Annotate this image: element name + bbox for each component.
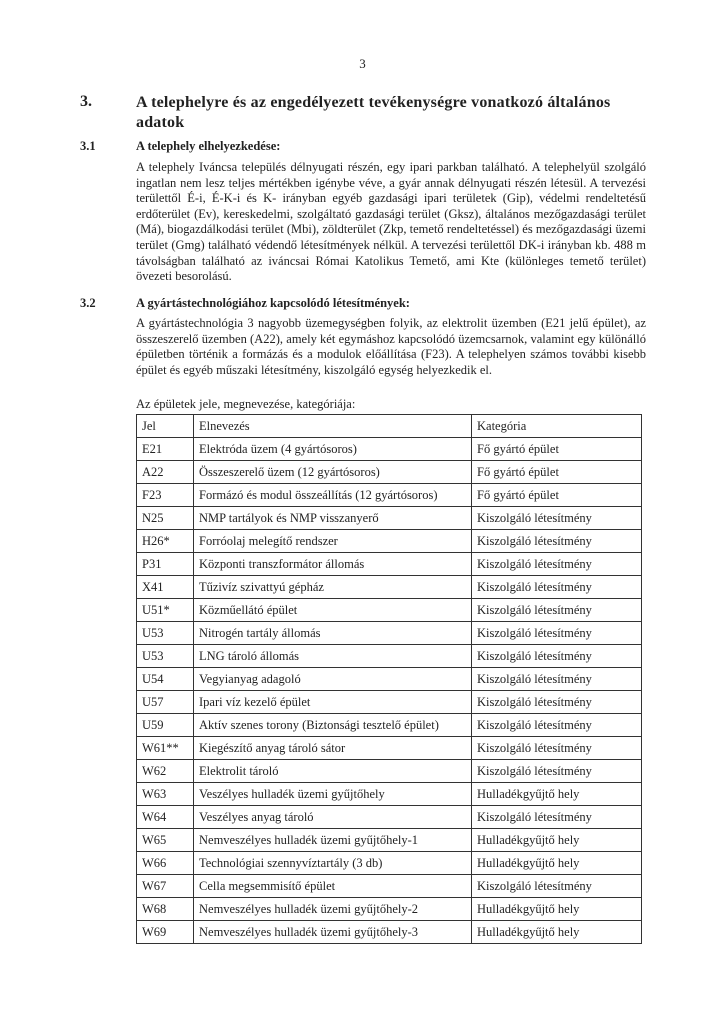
location-paragraph: A telephely Iváncsa település délnyugati részén, egy ipari parkban található. A telephelyül szolgáló ingatlan nem lesz teljes mértékben igénybe véve, a gyár annak délnyugati részén létesül. A tervezési területtől É-i, É-K-i és K- irányban egyéb gazdasági ipari területek (Gip), védelmi rendeltetésű erdőterület (Ev), kereskedelmi, szolgáltató gazdasági terület (Gksz), általános mezőgazdasági terület (Má), biogazdálkodási terület (Mbi), zöldterület (Zkp, temető rendeltetéssel) és mezőgazdasági üzemi terület (Gmg) található védendő létesítmények nélkül. A tervezési területtől DK-i irányban kb. 488 m távolságban található az iváncsai Római Katolikus Temető, ami Kte (különleges temető terület) övezeti besorolású.: [136, 160, 646, 284]
table-header-row: [137, 415, 642, 438]
building-category-cell: Kiszolgáló létesítmény: [472, 737, 642, 760]
building-code-cell: W67: [137, 875, 194, 898]
building-category-cell: Hulladékgyűjtő hely: [472, 783, 642, 806]
building-code-cell: W61**: [137, 737, 194, 760]
table-row: [137, 461, 642, 484]
table-row: [137, 622, 642, 645]
building-category-cell: Hulladékgyűjtő hely: [472, 852, 642, 875]
building-name-cell: Veszélyes hulladék üzemi gyűjtőhely: [194, 783, 472, 806]
building-category-cell: Kiszolgáló létesítmény: [472, 806, 642, 829]
building-code-cell: U57: [137, 691, 194, 714]
building-category-cell: Kiszolgáló létesítmény: [472, 668, 642, 691]
building-code-cell: W64: [137, 806, 194, 829]
building-name-cell: Központi transzformátor állomás: [194, 553, 472, 576]
table-caption: Az épületek jele, megnevezése, kategóriája:: [136, 397, 356, 411]
building-code-cell: E21: [137, 438, 194, 461]
building-category-cell: Kiszolgáló létesítmény: [472, 622, 642, 645]
building-name-cell: Technológiai szennyvíztartály (3 db): [194, 852, 472, 875]
building-code-cell: W62: [137, 760, 194, 783]
building-name-cell: LNG tároló állomás: [194, 645, 472, 668]
building-name-cell: Formázó és modul összeállítás (12 gyártósoros): [194, 484, 472, 507]
table-row: [137, 760, 642, 783]
subsection-number: 3.1: [80, 139, 96, 153]
building-code-cell: P31: [137, 553, 194, 576]
table-row: [137, 898, 642, 921]
building-name-cell: Tűzivíz szivattyú gépház: [194, 576, 472, 599]
building-code-cell: W66: [137, 852, 194, 875]
table-row: [137, 507, 642, 530]
table-row: [137, 668, 642, 691]
building-code-cell: U53: [137, 645, 194, 668]
building-name-cell: Elektróda üzem (4 gyártósoros): [194, 438, 472, 461]
building-code-cell: H26*: [137, 530, 194, 553]
building-category-cell: Fő gyártó épület: [472, 484, 642, 507]
table-row: [137, 553, 642, 576]
building-code-cell: U54: [137, 668, 194, 691]
table-header-cell: Kategória: [472, 415, 642, 438]
table-row: [137, 691, 642, 714]
building-category-cell: Fő gyártó épület: [472, 438, 642, 461]
table-row: [137, 921, 642, 944]
section-title: A telephelyre és az engedélyezett tevékenységre vonatkozó általános adatok: [136, 94, 611, 131]
building-category-cell: Kiszolgáló létesítmény: [472, 553, 642, 576]
building-category-cell: Hulladékgyűjtő hely: [472, 898, 642, 921]
building-name-cell: Nemveszélyes hulladék üzemi gyűjtőhely-2: [194, 898, 472, 921]
table-row: [137, 783, 642, 806]
building-code-cell: U53: [137, 622, 194, 645]
building-name-cell: Elektrolit tároló: [194, 760, 472, 783]
subsection-number: 3.2: [80, 296, 96, 310]
building-category-cell: Kiszolgáló létesítmény: [472, 507, 642, 530]
page-number: 3: [359, 56, 366, 71]
table-row: [137, 714, 642, 737]
building-code-cell: A22: [137, 461, 194, 484]
table-row: [137, 737, 642, 760]
building-name-cell: Ipari víz kezelő épület: [194, 691, 472, 714]
table-row: [137, 484, 642, 507]
table-header-cell: Jel: [137, 415, 194, 438]
building-name-cell: Aktív szenes torony (Biztonsági tesztelő épület): [194, 714, 472, 737]
buildings-table: [136, 414, 642, 944]
building-code-cell: U59: [137, 714, 194, 737]
building-category-cell: Kiszolgáló létesítmény: [472, 599, 642, 622]
table-row: [137, 829, 642, 852]
table-row: [137, 852, 642, 875]
building-category-cell: Kiszolgáló létesítmény: [472, 530, 642, 553]
subsection-title: A gyártástechnológiához kapcsolódó létesítmények:: [136, 296, 410, 310]
building-category-cell: Kiszolgáló létesítmény: [472, 645, 642, 668]
building-name-cell: Kiegészítő anyag tároló sátor: [194, 737, 472, 760]
building-category-cell: Fő gyártó épület: [472, 461, 642, 484]
building-code-cell: U51*: [137, 599, 194, 622]
table-row: [137, 875, 642, 898]
building-name-cell: Összeszerelő üzem (12 gyártósoros): [194, 461, 472, 484]
building-code-cell: N25: [137, 507, 194, 530]
table-row: [137, 645, 642, 668]
building-name-cell: Nemveszélyes hulladék üzemi gyűjtőhely-3: [194, 921, 472, 944]
building-category-cell: Kiszolgáló létesítmény: [472, 875, 642, 898]
section-number: 3.: [80, 93, 92, 110]
building-name-cell: Forróolaj melegítő rendszer: [194, 530, 472, 553]
building-category-cell: Hulladékgyűjtő hely: [472, 829, 642, 852]
table-row: [137, 438, 642, 461]
building-name-cell: Nitrogén tartály állomás: [194, 622, 472, 645]
table-header-cell: Elnevezés: [194, 415, 472, 438]
table-row: [137, 806, 642, 829]
building-category-cell: Kiszolgáló létesítmény: [472, 691, 642, 714]
building-code-cell: W68: [137, 898, 194, 921]
table-row: [137, 530, 642, 553]
building-category-cell: Kiszolgáló létesítmény: [472, 714, 642, 737]
building-category-cell: Hulladékgyűjtő hely: [472, 921, 642, 944]
building-name-cell: Vegyianyag adagoló: [194, 668, 472, 691]
building-name-cell: Cella megsemmisítő épület: [194, 875, 472, 898]
building-category-cell: Kiszolgáló létesítmény: [472, 760, 642, 783]
subsection-title: A telephely elhelyezkedése:: [136, 139, 281, 153]
building-category-cell: Kiszolgáló létesítmény: [472, 576, 642, 599]
table-row: [137, 599, 642, 622]
building-name-cell: Nemveszélyes hulladék üzemi gyűjtőhely-1: [194, 829, 472, 852]
building-name-cell: Közműellátó épület: [194, 599, 472, 622]
building-name-cell: NMP tartályok és NMP visszanyerő: [194, 507, 472, 530]
technology-paragraph: A gyártástechnológia 3 nagyobb üzemegységben folyik, az elektrolit üzemben (E21 jelű épület), az összeszerelő üzemben (A22), amely két egymáshoz kapcsolódó üzemcsarnok, valamint egy különálló épületben történik a formázás és a modulok előállítása (F23). A telephelyen számos további kisebb épület és egyéb műszaki létesítmény, kiszolgáló egység helyezkedik el.: [136, 316, 646, 377]
building-code-cell: W65: [137, 829, 194, 852]
building-code-cell: W63: [137, 783, 194, 806]
building-code-cell: X41: [137, 576, 194, 599]
building-code-cell: W69: [137, 921, 194, 944]
table-row: [137, 576, 642, 599]
building-name-cell: Veszélyes anyag tároló: [194, 806, 472, 829]
building-code-cell: F23: [137, 484, 194, 507]
